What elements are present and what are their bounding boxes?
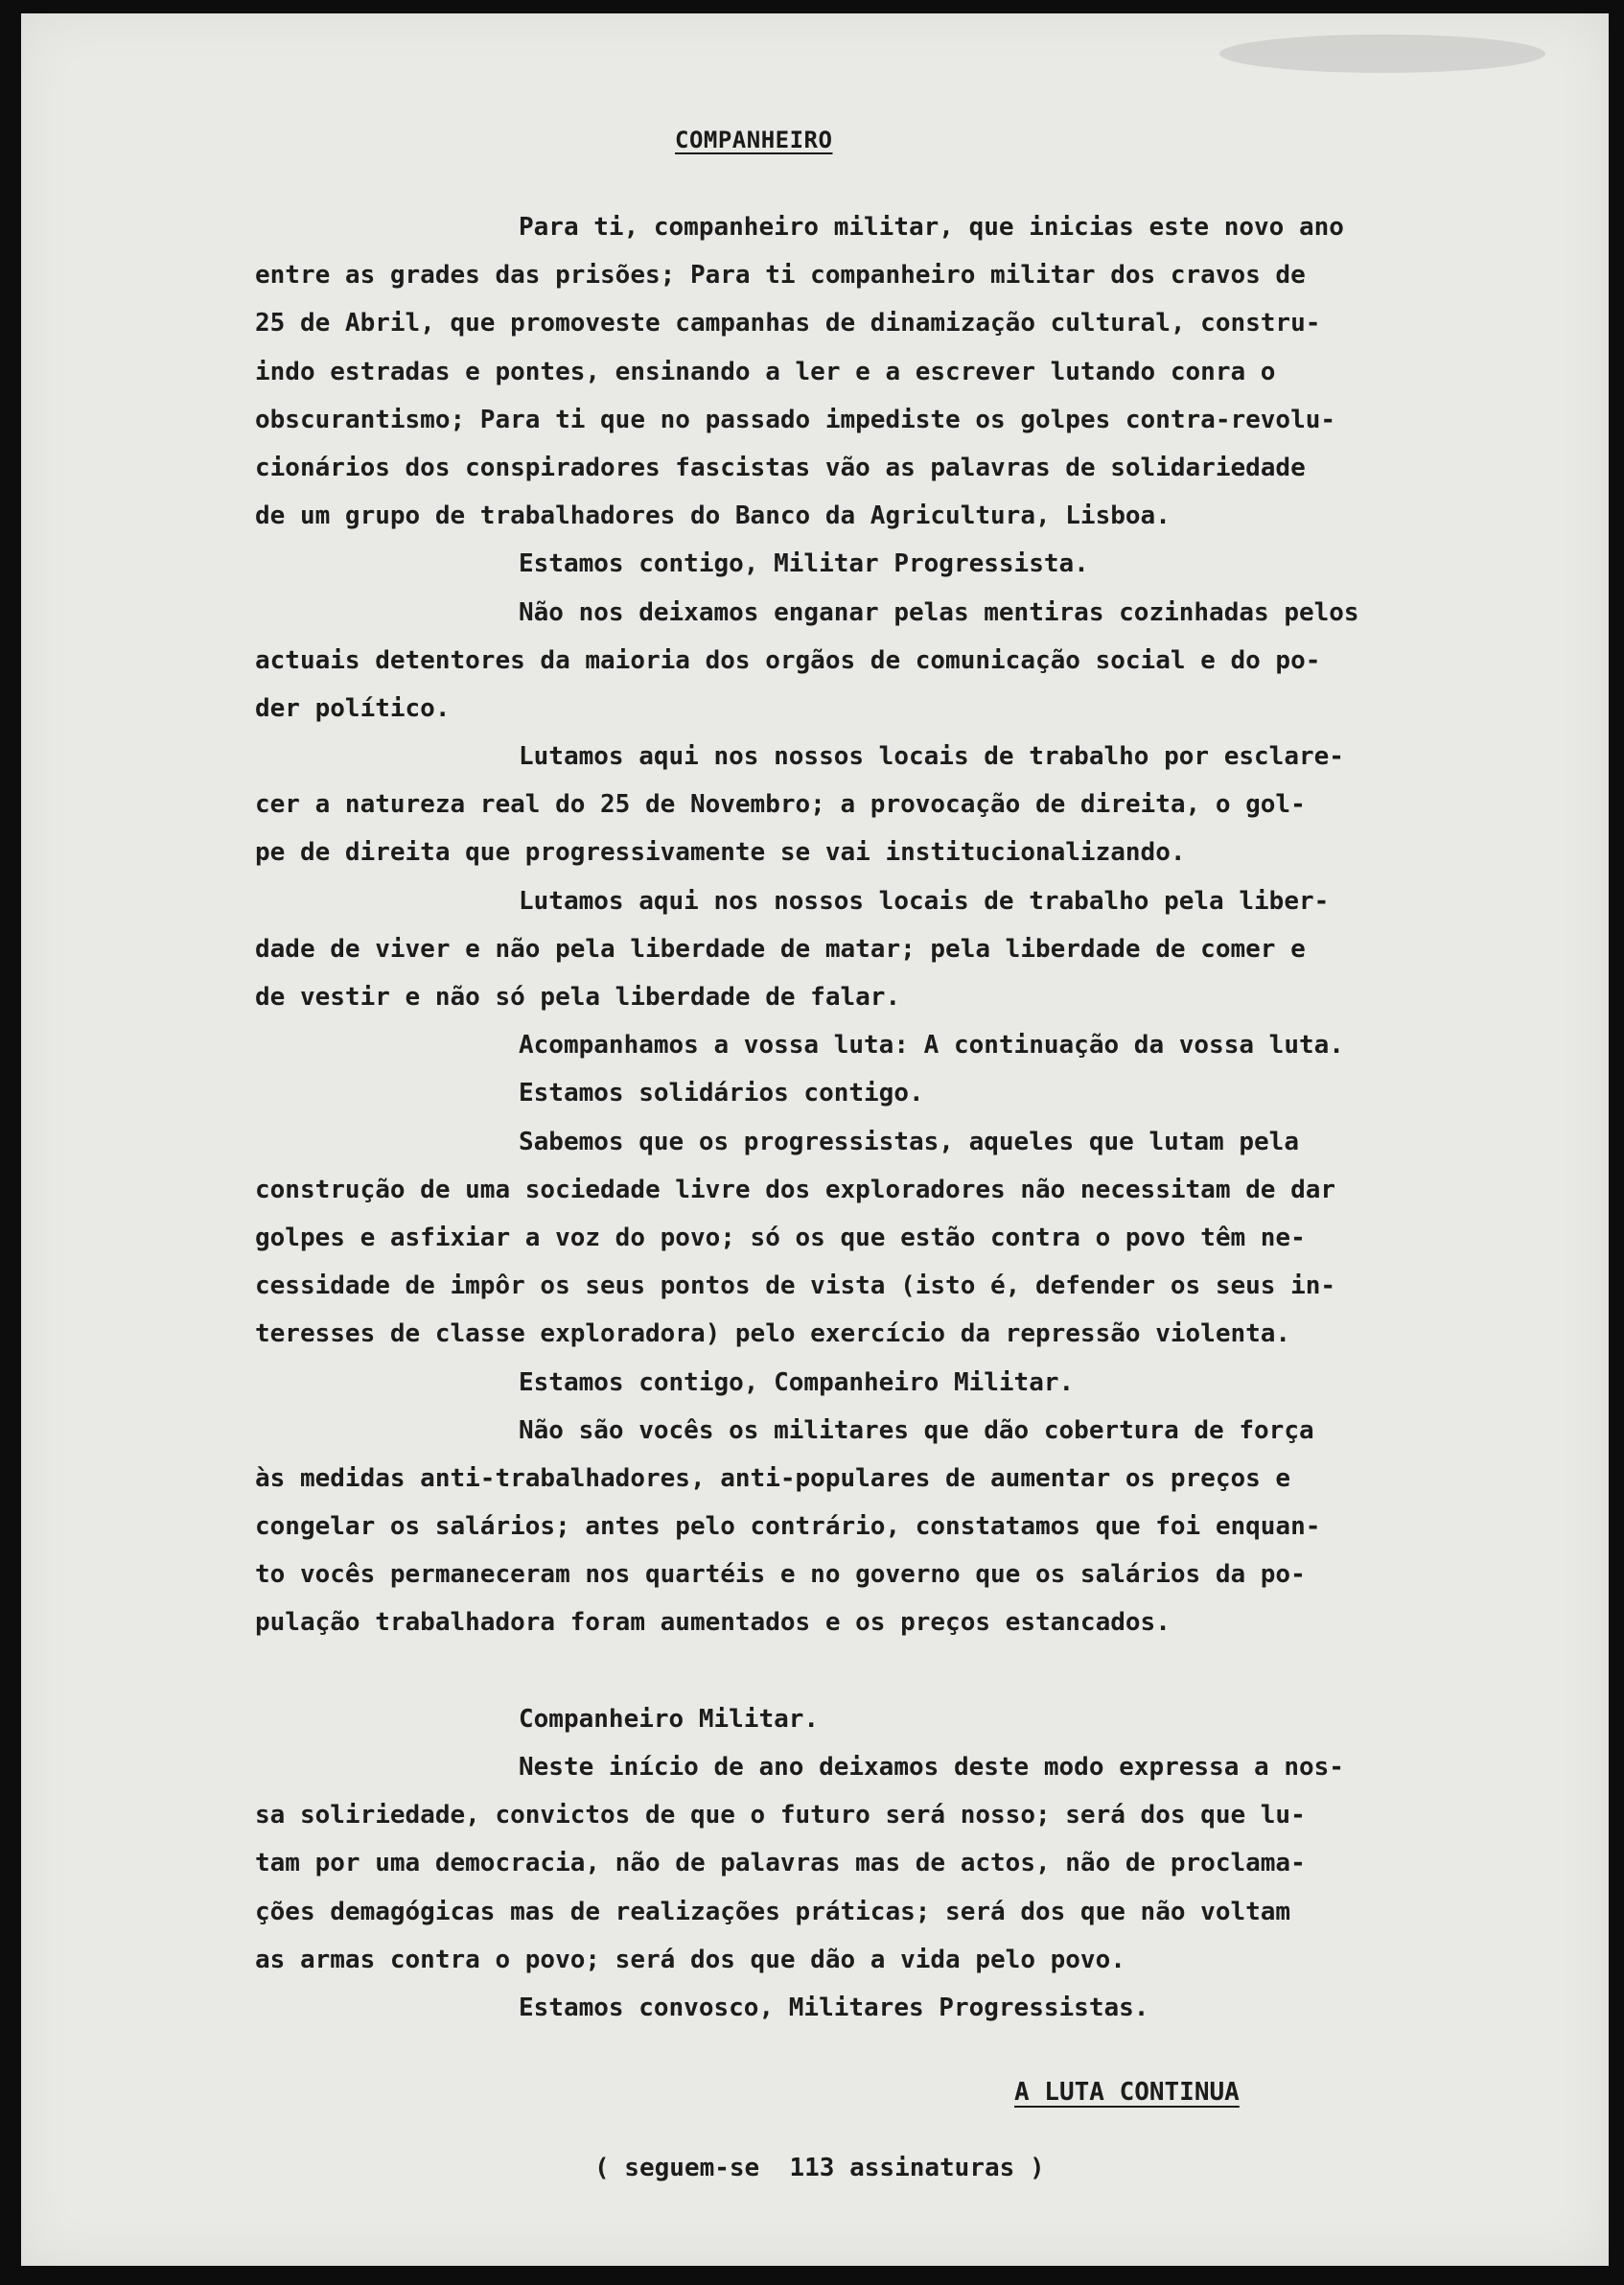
text-line: to vocês permaneceram nos quartéis e no governo que os salários da po- <box>255 1560 1306 1590</box>
text-line: de um grupo de trabalhadores do Banco da Agricultura, Lisboa. <box>255 501 1171 531</box>
document-title: COMPANHEIRO <box>675 127 833 153</box>
text-line: Não são vocês os militares que dão cobertura de força <box>519 1415 1314 1445</box>
text-line: Para ti, companheiro militar, que inicias este novo ano <box>519 213 1344 242</box>
text-line: dade de viver e não pela liberdade de matar; pela liberdade de comer e <box>255 934 1306 964</box>
text-line: tam por uma democracia, não de palavras mas de actos, não de proclama- <box>255 1849 1306 1878</box>
text-line: Acompanhamos a vossa luta: A continuação da vossa luta. <box>519 1031 1344 1061</box>
document-page <box>21 13 1609 2266</box>
text-line: der político. <box>255 693 451 723</box>
text-line: entre as grades das prisões; Para ti companheiro militar dos cravos de <box>255 261 1306 291</box>
text-line: Companheiro Militar. <box>519 1704 820 1734</box>
text-line: às medidas anti-trabalhadores, anti-populares de aumentar os preços e <box>255 1463 1291 1493</box>
text-line: sa soliriedade, convictos de que o futuro será nosso; será dos que lu- <box>255 1801 1306 1830</box>
text-line: 25 de Abril, que promoveste campanhas de dinamização cultural, constru- <box>255 309 1321 338</box>
text-line: cionários dos conspiradores fascistas vão as palavras de solidariedade <box>255 453 1306 482</box>
text-line: ções demagógicas mas de realizações práticas; será dos que não voltam <box>255 1897 1291 1926</box>
document-body <box>255 203 1549 2032</box>
text-line: obscurantismo; Para ti que no passado impediste os golpes contra-revolu- <box>255 405 1336 434</box>
text-line: Sabemos que os progressistas, aqueles que lutam pela <box>519 1127 1299 1156</box>
text-line: teresses de classe exploradora) pelo exercício da repressão violenta. <box>255 1319 1291 1349</box>
text-line: Não nos deixamos enganar pelas mentiras cozinhadas pelos <box>519 597 1359 627</box>
text-line: pulação trabalhadora foram aumentados e os preços estancados. <box>255 1608 1171 1638</box>
text-line: construção de uma sociedade livre dos exploradores não necessitam de dar <box>255 1175 1336 1204</box>
paragraph-gap <box>255 1647 1549 1695</box>
text-line: Lutamos aqui nos nossos locais de trabalho pela liber- <box>519 886 1330 916</box>
text-line: Estamos contigo, Companheiro Militar. <box>519 1367 1075 1397</box>
text-line: de vestir e não só pela liberdade de falar. <box>255 983 901 1012</box>
text-line: actuais detentores da maioria dos orgãos de comunicação social e do po- <box>255 645 1321 675</box>
text-line: pe de direita que progressivamente se vai institucionalizando. <box>255 838 1186 868</box>
text-line: cessidade de impôr os seus pontos de vista (isto é, defender os seus in- <box>255 1271 1336 1301</box>
text-line: congelar os salários; antes pelo contrário, constatamos que foi enquan- <box>255 1512 1321 1542</box>
text-line: Estamos solidários contigo. <box>519 1079 924 1108</box>
text-line: Estamos contigo, Militar Progressista. <box>519 549 1089 579</box>
paper-smudge <box>1219 35 1545 73</box>
signatures-note: ( seguem-se 113 assinaturas ) <box>594 2154 1045 2182</box>
text-line: Estamos convosco, Militares Progressistas. <box>519 1993 1149 2022</box>
text-line: golpes e asfixiar a voz do povo; só os que estão contra o povo têm ne- <box>255 1223 1306 1252</box>
text-line: Neste início de ano deixamos deste modo expressa a nos- <box>519 1753 1344 1782</box>
closing-slogan: A LUTA CONTINUA <box>1014 2078 1240 2107</box>
text-line: as armas contra o povo; será dos que dão a vida pelo povo. <box>255 1945 1125 1974</box>
text-line: Lutamos aqui nos nossos locais de trabalho por esclare- <box>519 742 1344 772</box>
text-line: cer a natureza real do 25 de Novembro; a provocação de direita, o gol- <box>255 790 1306 820</box>
text-line: indo estradas e pontes, ensinando a ler e a escrever lutando conra o <box>255 357 1276 386</box>
